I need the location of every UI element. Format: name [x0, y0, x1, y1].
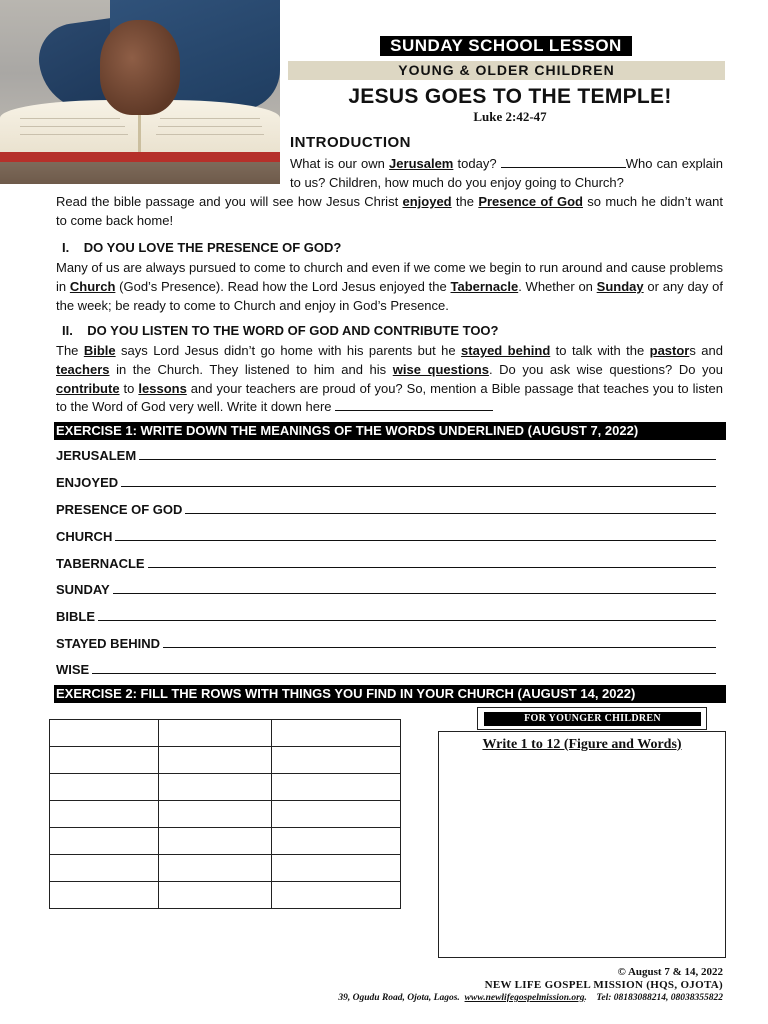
section-2-paragraph: The Bible says Lord Jesus didn’t go home with his parents but he stayed behind to talk with the pastors and teachers in the Church. They listened to him and his wise questions. Do you ask wise questions? Do you contribute to lessons and your teachers are proud of you? So, mention a Bible passage that teaches you to listen to the Word of God very well. Write it down here — [56, 343, 724, 415]
organization-name: NEW LIFE GOSPEL MISSION (HQS, OJOTA) — [484, 979, 723, 991]
word-row[interactable]: SUNDAY — [56, 579, 716, 597]
intro-paragraph-2: Read the bible passage and you will see how Jesus Christ enjoyed the Presence of God so much he didn’t want to come back home! — [56, 194, 724, 228]
contact-line: 39, Ogudu Road, Ojota, Lagos. www.newlifegospelmission.org. Tel: 08183088214, 08038355822 — [338, 993, 723, 1003]
answer-blank — [335, 398, 493, 411]
answer-line — [139, 447, 716, 460]
lesson-type-banner: SUNDAY SCHOOL LESSON — [380, 36, 632, 56]
copyright-date: © August 7 & 14, 2022 — [617, 966, 723, 978]
answer-line — [115, 528, 716, 541]
word-row[interactable]: BIBLE — [56, 606, 716, 624]
lesson-title: JESUS GOES TO THE TEMPLE! — [348, 85, 672, 108]
word-row[interactable]: CHURCH — [56, 526, 716, 544]
answer-line — [92, 661, 716, 674]
praying-hands-bible-photo — [0, 0, 280, 184]
section-1-paragraph: Many of us are always pursued to come to church and even if we come we begin to run around and cause problems in Church (God’s Presence). Read how the Lord Jesus enjoyed the Tabernacle. Whether on Sunday or any day of the week; be ready to come to Church and enjoy in God’s Presence. — [56, 260, 723, 313]
word-row[interactable]: WISE — [56, 659, 716, 677]
website-link[interactable]: www.newlifegospelmission.org — [464, 993, 585, 1003]
answer-line — [121, 474, 716, 487]
scripture-reference: Luke 2:42-47 — [473, 109, 547, 124]
word-row[interactable]: TABERNACLE — [56, 553, 716, 571]
answer-line — [148, 555, 716, 568]
section-2-heading: II. DO YOU LISTEN TO THE WORD OF GOD AND CONTRIBUTE TOO? — [62, 323, 499, 338]
intro-heading: INTRODUCTION — [290, 134, 411, 151]
exercise-1-heading: EXERCISE 1: WRITE DOWN THE MEANINGS OF THE WORDS UNDERLINED (AUGUST 7, 2022) — [54, 422, 726, 440]
younger-children-label: FOR YOUNGER CHILDREN — [484, 712, 701, 726]
word-row[interactable]: PRESENCE OF GOD — [56, 499, 716, 517]
audience-band: YOUNG & OLDER CHILDREN — [288, 61, 725, 80]
exercise-2-heading: EXERCISE 2: FILL THE ROWS WITH THINGS YOU FIND IN YOUR CHURCH (AUGUST 14, 2022) — [54, 685, 726, 703]
answer-blank — [501, 155, 626, 168]
word-row[interactable]: JERUSALEM — [56, 445, 716, 463]
church-items-grid — [49, 719, 401, 909]
intro-paragraph: What is our own Jerusalem today? Who can explain to us? Children, how much do you enjoy going to Church? — [290, 156, 723, 190]
word-row[interactable]: STAYED BEHIND — [56, 633, 716, 651]
section-1-heading: I. DO YOU LOVE THE PRESENCE OF GOD? — [62, 240, 342, 255]
word-row[interactable]: ENJOYED — [56, 472, 716, 490]
numbers-writing-box[interactable] — [438, 731, 726, 958]
answer-line — [98, 608, 716, 621]
answer-line — [163, 635, 716, 648]
answer-line — [185, 501, 716, 514]
answer-line — [113, 581, 716, 594]
numbers-writing-task: Write 1 to 12 (Figure and Words) — [482, 737, 682, 752]
